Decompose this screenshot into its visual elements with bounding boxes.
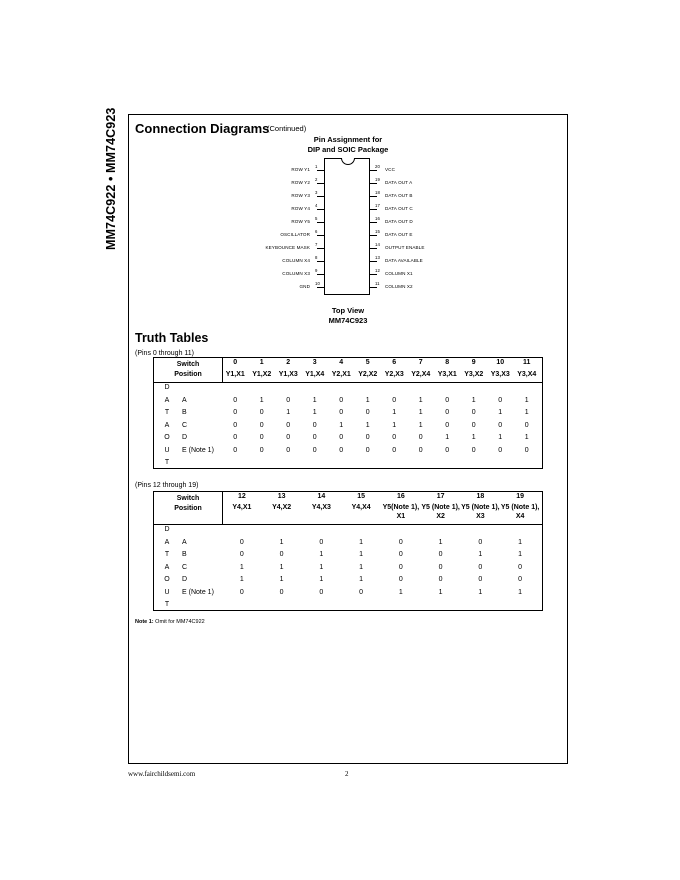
- table-cell-value: 1: [471, 396, 476, 404]
- column-position-line2: X2: [436, 513, 445, 520]
- table-cell-value: 1: [445, 434, 450, 441]
- data-out-side-letter: A: [164, 563, 170, 571]
- pin-lead-right: [370, 222, 377, 223]
- table-cell-value: 1: [518, 551, 523, 558]
- table-cell-value: 1: [498, 434, 503, 441]
- column-number: 10: [496, 359, 505, 366]
- table-cell-value: 0: [339, 446, 344, 454]
- column-number: 19: [516, 493, 525, 500]
- table-cell-value: 0: [339, 434, 344, 441]
- table-cell-value: 0: [478, 538, 483, 546]
- column-number: 4: [339, 359, 344, 366]
- table-cell-value: 1: [279, 576, 284, 583]
- table-cell-value: 0: [445, 396, 450, 404]
- pin-number-left: 2: [315, 177, 318, 182]
- table-cell-value: 0: [233, 396, 238, 404]
- column-number: 11: [523, 359, 531, 366]
- table-header-divider: [154, 382, 542, 383]
- column-position: Y2,X1: [331, 371, 351, 378]
- column-number: 18: [476, 493, 485, 500]
- column-number: 17: [436, 493, 445, 500]
- table-cell-value: 0: [312, 434, 317, 441]
- data-out-side-letter: T: [164, 459, 170, 466]
- data-out-side-letter: T: [164, 551, 170, 558]
- pin-assignment-title: [268, 135, 428, 155]
- table-cell-value: 0: [312, 446, 317, 454]
- table-cell-value: 0: [233, 434, 238, 441]
- column-position: Y5(Note 1),: [382, 504, 420, 511]
- table-cell-value: 0: [498, 396, 503, 404]
- pin-number-right: 12: [375, 268, 380, 273]
- column-position: Y3,X2: [464, 371, 484, 378]
- row-label: A: [182, 396, 187, 404]
- pin-number-right: 18: [375, 190, 380, 195]
- row-label: B: [182, 551, 187, 558]
- pin-lead-left: [317, 222, 324, 223]
- table-cell-value: 0: [518, 563, 523, 571]
- pin-number-right: 15: [375, 229, 380, 234]
- pin-label-left: ROW Y4: [291, 206, 310, 211]
- truth-tables-heading: Truth Tables: [135, 331, 209, 345]
- table-cell-value: 1: [359, 563, 364, 571]
- table-cell-value: 0: [286, 446, 291, 454]
- table-cell-value: 0: [471, 409, 476, 416]
- pin-label-left: COLUMN X4: [282, 258, 310, 263]
- table-cell-value: 0: [339, 396, 344, 404]
- column-position: Y2,X4: [411, 371, 431, 378]
- table-cell-value: 0: [471, 421, 476, 429]
- pin-label-right: DATA OUT A: [385, 180, 413, 185]
- table-cell-value: 1: [524, 434, 529, 441]
- table-cell-value: 1: [478, 551, 483, 558]
- position-label: Position: [174, 505, 202, 512]
- data-out-side-letter: O: [164, 576, 170, 583]
- table-cell-value: 0: [398, 576, 403, 583]
- table-cell-value: 0: [392, 396, 397, 404]
- table-cell-value: 0: [279, 551, 284, 558]
- table-cell-value: 0: [259, 421, 264, 429]
- column-number: 2: [286, 359, 291, 366]
- table-cell-value: 1: [498, 409, 503, 416]
- pin-label-left: ROW Y3: [291, 193, 310, 198]
- table-cell-value: 0: [518, 576, 523, 583]
- column-position-line2: X3: [476, 513, 485, 520]
- column-number: 12: [237, 493, 246, 500]
- pin-label-right: DATA AVAILABLE: [385, 258, 423, 263]
- table-cell-value: 0: [286, 396, 291, 404]
- table-cell-value: 0: [239, 588, 244, 596]
- pin-label-right: OUTPUT ENABLE: [385, 245, 425, 250]
- pin-label-left: ROW Y1: [291, 167, 310, 172]
- table-cell-value: 0: [365, 434, 370, 441]
- column-position: Y2,X2: [358, 371, 378, 378]
- switch-label: Switch: [176, 361, 200, 368]
- pin-lead-left: [317, 196, 324, 197]
- pin-number-left: 10: [315, 281, 320, 286]
- footnote: [135, 619, 205, 625]
- pin-lead-left: [317, 170, 324, 171]
- table-cell-value: 0: [259, 409, 264, 416]
- pin-lead-right: [370, 209, 377, 210]
- pin-lead-right: [370, 261, 377, 262]
- pin-number-right: 13: [375, 255, 380, 260]
- table-cell-value: 0: [398, 538, 403, 546]
- pin-label-left: COLUMN X3: [282, 271, 310, 276]
- pin-number-left: 3: [315, 190, 318, 195]
- table-cell-value: 1: [359, 551, 364, 558]
- pin-number-right: 20: [375, 164, 380, 169]
- row-label: C: [182, 421, 188, 429]
- table-cell-value: 0: [438, 551, 443, 558]
- truth-table-pins-12-19: [153, 491, 543, 611]
- pin-label-left: ROW Y2: [291, 180, 310, 185]
- column-number: 15: [357, 493, 366, 500]
- table-header-divider: [154, 524, 542, 525]
- table-cell-value: 0: [233, 421, 238, 429]
- table-cell-value: 0: [398, 563, 403, 571]
- pin-lead-right: [370, 274, 377, 275]
- pin-lead-right: [370, 235, 377, 236]
- table-cell-value: 0: [398, 551, 403, 558]
- data-out-side-letter: D: [164, 384, 170, 391]
- table-cell-value: 0: [365, 409, 370, 416]
- table-cell-value: 1: [398, 588, 403, 596]
- pin-number-right: 17: [375, 203, 380, 208]
- table-cell-value: 0: [286, 434, 291, 441]
- pin-number-left: 5: [315, 216, 318, 221]
- table-cell-value: 0: [359, 588, 364, 596]
- table-cell-value: 0: [239, 551, 244, 558]
- pin-lead-left: [317, 287, 324, 288]
- pin-label-right: COLUMN X1: [385, 271, 413, 276]
- table-cell-value: 0: [418, 434, 423, 441]
- table-cell-value: 0: [392, 434, 397, 441]
- table-cell-value: 1: [438, 538, 443, 546]
- table-cell-value: 0: [339, 409, 344, 416]
- continued-label: (Continued): [267, 124, 307, 133]
- table-cell-value: 0: [498, 446, 503, 454]
- table-cell-value: 1: [365, 421, 370, 429]
- column-number: 6: [392, 359, 397, 366]
- pin-label-left: OSCILLATOR: [280, 232, 310, 237]
- column-number: 13: [277, 493, 286, 500]
- pin-number-right: 14: [375, 242, 380, 247]
- switch-label: Switch: [176, 495, 200, 502]
- row-label: E (Note 1): [182, 446, 214, 454]
- pin-number-left: 8: [315, 255, 318, 260]
- table-cell-value: 0: [286, 421, 291, 429]
- table-cell-value: 0: [445, 446, 450, 454]
- pin-lead-right: [370, 248, 377, 249]
- pin-assignment-title-line1: Pin Assignment for: [313, 135, 383, 144]
- column-number: 0: [233, 359, 238, 366]
- table-cell-value: 0: [319, 588, 324, 596]
- row-label: C: [182, 563, 188, 571]
- column-position: Y1,X3: [278, 371, 298, 378]
- document-side-title: MM74C922 • MM74C923: [104, 107, 118, 250]
- table-cell-value: 1: [312, 396, 317, 404]
- table-cell-value: 1: [438, 588, 443, 596]
- pin-number-right: 11: [375, 281, 380, 286]
- pin-number-left: 1: [315, 164, 318, 169]
- pin-number-left: 4: [315, 203, 318, 208]
- column-number: 7: [418, 359, 423, 366]
- column-number: 5: [365, 359, 370, 366]
- pin-number-left: 6: [315, 229, 318, 234]
- ic-notch: [341, 158, 355, 165]
- table-cell-value: 1: [319, 563, 324, 571]
- pin-label-right: VCC: [385, 167, 395, 172]
- column-position: Y4,X2: [272, 504, 292, 511]
- column-position: Y3,X1: [437, 371, 457, 378]
- data-out-side-letter: D: [164, 526, 170, 533]
- footer-url[interactable]: www.fairchildsemi.com: [128, 770, 196, 778]
- connection-diagrams-heading: Connection Diagrams: [135, 121, 270, 136]
- pin-label-left: GND: [299, 284, 310, 289]
- data-out-side-letter: A: [164, 421, 170, 429]
- table-cell-value: 1: [392, 421, 397, 429]
- table-cell-value: 1: [392, 409, 397, 416]
- table-cell-value: 0: [319, 538, 324, 546]
- table-cell-value: 1: [418, 396, 423, 404]
- table-cell-value: 0: [438, 563, 443, 571]
- table-cell-value: 1: [259, 396, 264, 404]
- row-label: A: [182, 538, 187, 546]
- pin-label-right: DATA OUT C: [385, 206, 413, 211]
- pin-number-left: 7: [315, 242, 318, 247]
- table-cell-value: 1: [239, 576, 244, 583]
- data-out-side-letter: A: [164, 396, 170, 404]
- row-label: B: [182, 409, 187, 416]
- column-position: Y3,X4: [517, 371, 537, 378]
- row-label: E (Note 1): [182, 588, 214, 596]
- table-cell-value: 0: [445, 421, 450, 429]
- pin-number-right: 16: [375, 216, 380, 221]
- table-cell-value: 1: [518, 538, 523, 546]
- pin-lead-left: [317, 235, 324, 236]
- table-cell-value: 1: [518, 588, 523, 596]
- table-cell-value: 0: [392, 446, 397, 454]
- column-position: Y4,X1: [232, 504, 252, 511]
- table-cell-value: 0: [524, 446, 529, 454]
- table-cell-value: 1: [478, 588, 483, 596]
- pin-lead-right: [370, 287, 377, 288]
- footnote-text: Omit for MM74C922: [155, 619, 205, 625]
- top-view-line2: MM74C923: [328, 316, 368, 325]
- pin-lead-left: [317, 274, 324, 275]
- table-cell-value: 0: [478, 576, 483, 583]
- data-out-side-letter: U: [164, 446, 170, 454]
- footnote-label: Note 1:: [135, 619, 154, 625]
- top-view-caption: [300, 306, 396, 326]
- pin-label-right: DATA OUT E: [385, 232, 413, 237]
- column-position: Y5 (Note 1),: [461, 504, 500, 511]
- pin-label-right: DATA OUT B: [385, 193, 413, 198]
- table-cell-value: 1: [418, 421, 423, 429]
- column-number: 1: [259, 359, 264, 366]
- table-cell-value: 0: [478, 563, 483, 571]
- table-cell-value: 0: [239, 538, 244, 546]
- table-cell-value: 1: [312, 409, 317, 416]
- table-cell-value: 0: [365, 446, 370, 454]
- column-position: Y1,X1: [225, 371, 245, 378]
- pin-lead-right: [370, 183, 377, 184]
- column-position: Y3,X3: [490, 371, 510, 378]
- truth-table-pins-0-11: [153, 357, 543, 469]
- table-cell-value: 0: [279, 588, 284, 596]
- table-cell-value: 0: [259, 434, 264, 441]
- table-cell-value: 1: [279, 563, 284, 571]
- table-cell-value: 0: [445, 409, 450, 416]
- pin-number-right: 19: [375, 177, 380, 182]
- data-out-side-letter: U: [164, 588, 170, 596]
- data-out-side-letter: O: [164, 434, 170, 441]
- pin-lead-left: [317, 209, 324, 210]
- column-position: Y1,X2: [252, 371, 272, 378]
- table-cell-value: 1: [359, 538, 364, 546]
- table-cell-value: 1: [471, 434, 476, 441]
- pin-assignment-title-line2: DIP and SOIC Package: [307, 145, 389, 154]
- ic-package-outline: [324, 158, 370, 295]
- column-position-line2: X4: [515, 513, 525, 520]
- column-position: Y5 (Note 1),: [500, 504, 540, 511]
- table-cell-value: 1: [339, 421, 344, 429]
- column-position: Y4,X4: [351, 504, 371, 511]
- pin-lead-left: [317, 248, 324, 249]
- table-cell-value: 0: [471, 446, 476, 454]
- pin-label-right: COLUMN X2: [385, 284, 413, 289]
- pin-label-left: ROW Y5: [291, 219, 310, 224]
- table-cell-value: 0: [438, 576, 443, 583]
- column-position: Y2,X3: [384, 371, 404, 378]
- row-label: D: [182, 434, 188, 441]
- table-cell-value: 1: [524, 409, 529, 416]
- data-out-side-letter: T: [164, 601, 170, 608]
- column-position-line2: X1: [396, 513, 406, 520]
- pin-lead-left: [317, 261, 324, 262]
- table-cell-value: 1: [365, 396, 370, 404]
- table-cell-value: 0: [498, 421, 503, 429]
- column-number: 14: [317, 493, 326, 500]
- table-cell-value: 0: [418, 446, 423, 454]
- table-cell-value: 0: [259, 446, 264, 454]
- column-number: 9: [471, 359, 476, 366]
- pin-number-left: 9: [315, 268, 318, 273]
- pin-lead-right: [370, 196, 377, 197]
- pin-label-right: DATA OUT D: [385, 219, 413, 224]
- position-label: Position: [174, 371, 202, 378]
- top-view-line1: Top View: [331, 306, 365, 315]
- row-label: D: [182, 576, 188, 583]
- page-number: 2: [345, 770, 349, 778]
- table-cell-value: 1: [319, 576, 324, 583]
- pin-lead-right: [370, 170, 377, 171]
- column-position: Y5 (Note 1),: [421, 504, 460, 511]
- table2-caption: (Pins 12 through 19): [135, 482, 199, 489]
- pin-label-left: KEYBOUNCE MASK: [265, 245, 310, 250]
- table-cell-value: 0: [233, 446, 238, 454]
- table-cell-value: 0: [524, 421, 529, 429]
- data-out-side-letter: A: [164, 538, 170, 546]
- table-cell-value: 0: [312, 421, 317, 429]
- table-cell-value: 1: [524, 396, 529, 404]
- column-number: 16: [396, 493, 405, 500]
- column-position: Y4,X3: [311, 504, 331, 511]
- table1-caption: (Pins 0 through 11): [135, 350, 195, 357]
- table-cell-value: 1: [418, 409, 423, 416]
- column-number: 3: [312, 359, 317, 366]
- column-number: 8: [445, 359, 450, 366]
- table-cell-value: 1: [279, 538, 284, 546]
- table-cell-value: 0: [233, 409, 238, 416]
- pin-lead-left: [317, 183, 324, 184]
- table-cell-value: 1: [359, 576, 364, 583]
- column-position: Y1,X4: [305, 371, 325, 378]
- data-out-side-letter: T: [164, 409, 170, 416]
- table-cell-value: 1: [319, 551, 324, 558]
- table-cell-value: 1: [286, 409, 291, 416]
- table-cell-value: 1: [239, 563, 244, 571]
